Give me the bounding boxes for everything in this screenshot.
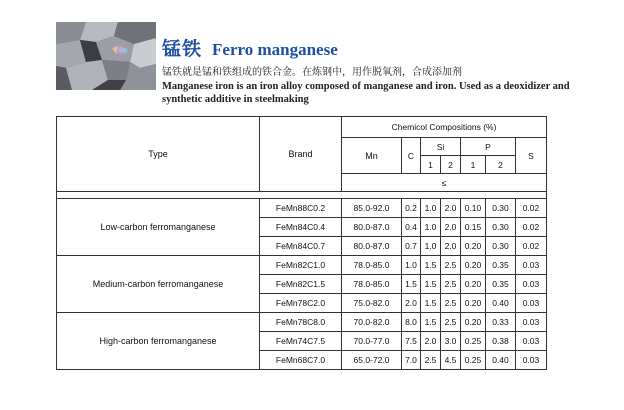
cell-c: 0.2 [402, 199, 421, 218]
cell-s: 0.02 [516, 237, 547, 256]
cell-mn: 70.0-77.0 [342, 332, 402, 351]
cell-p1: 0.20 [461, 275, 486, 294]
title-chinese: 锰铁 [162, 38, 203, 60]
cell-si2: 2.5 [441, 313, 461, 332]
title-row [162, 34, 338, 61]
cell-s: 0.02 [516, 218, 547, 237]
cell-p1: 0.20 [461, 237, 486, 256]
table-row [57, 313, 547, 332]
header-p-2: 2 [486, 156, 516, 174]
cell-p1: 0.25 [461, 332, 486, 351]
cell-brand: FeMn84C0.7 [260, 237, 342, 256]
table-row [57, 256, 547, 275]
ferromanganese-photo [56, 22, 156, 90]
cell-p1: 0.15 [461, 218, 486, 237]
cell-si1: 2.0 [421, 332, 441, 351]
cell-si2: 3.0 [441, 332, 461, 351]
cell-si2: 2.5 [441, 275, 461, 294]
cell-s: 0.03 [516, 351, 547, 370]
description-english: Manganese iron is an iron alloy composed of manganese and iron. Used as a deoxidizer and synthetic additive in steelmaking [162, 81, 570, 105]
table-row [57, 199, 547, 218]
cell-p2: 0.33 [486, 313, 516, 332]
type-medium-carbon: Medium-carbon ferromanganese [57, 256, 260, 313]
cell-brand: FeMn84C0.4 [260, 218, 342, 237]
cell-brand: FeMn78C2.0 [260, 294, 342, 313]
cell-brand: FeMn74C7.5 [260, 332, 342, 351]
cell-brand: FeMn68C7.0 [260, 351, 342, 370]
header-type: Type [57, 117, 260, 192]
cell-p2: 0.35 [486, 256, 516, 275]
cell-si2: 2.5 [441, 294, 461, 313]
cell-mn: 78.0-85.0 [342, 275, 402, 294]
cell-s: 0.03 [516, 275, 547, 294]
cell-si2: 2.0 [441, 218, 461, 237]
title-english: Ferro manganese [212, 40, 338, 59]
cell-p2: 0.40 [486, 351, 516, 370]
cell-p1: 0.25 [461, 351, 486, 370]
cell-si1: 1.5 [421, 294, 441, 313]
header-s: S [516, 138, 547, 174]
cell-p1: 0.10 [461, 199, 486, 218]
cell-s: 0.02 [516, 199, 547, 218]
cell-si1: 1.5 [421, 256, 441, 275]
cell-brand: FeMn78C8.0 [260, 313, 342, 332]
cell-si2: 2.0 [441, 237, 461, 256]
cell-si1: 1.5 [421, 313, 441, 332]
cell-si1: 1.0 [421, 199, 441, 218]
cell-c: 8.0 [402, 313, 421, 332]
cell-s: 0.03 [516, 294, 547, 313]
description-chinese: 锰铁就是锰和铁组成的铁合金。在炼钢中，用作脱氧剂，合成添加剂 [162, 67, 462, 78]
cell-si2: 4.5 [441, 351, 461, 370]
cell-p1: 0.20 [461, 256, 486, 275]
type-low-carbon: Low-carbon ferromanganese [57, 199, 260, 256]
cell-p1: 0.20 [461, 313, 486, 332]
cell-p2: 0.30 [486, 237, 516, 256]
cell-s: 0.03 [516, 256, 547, 275]
cell-mn: 65.0-72.0 [342, 351, 402, 370]
cell-p2: 0.35 [486, 275, 516, 294]
header-p: P [461, 138, 516, 156]
header-si-1: 1 [421, 156, 441, 174]
cell-c: 1.0 [402, 256, 421, 275]
header-c: C [402, 138, 421, 174]
ore-image [56, 22, 156, 90]
cell-mn: 85.0-92.0 [342, 199, 402, 218]
cell-p1: 0.20 [461, 294, 486, 313]
cell-s: 0.03 [516, 313, 547, 332]
cell-mn: 70.0-82.0 [342, 313, 402, 332]
cell-mn: 80.0-87.0 [342, 218, 402, 237]
cell-c: 0.4 [402, 218, 421, 237]
cell-si1: 1.5 [421, 275, 441, 294]
spacer-row [57, 192, 547, 199]
cell-mn: 75.0-82.0 [342, 294, 402, 313]
header-max-symbol: ≤ [342, 174, 547, 192]
cell-p2: 0.30 [486, 218, 516, 237]
cell-brand: FeMn88C0.2 [260, 199, 342, 218]
header-brand: Brand [260, 117, 342, 192]
cell-si2: 2.0 [441, 199, 461, 218]
type-high-carbon: High-carbon ferromanganese [57, 313, 260, 370]
cell-p2: 0.38 [486, 332, 516, 351]
header-si: Si [421, 138, 461, 156]
cell-si2: 2.5 [441, 256, 461, 275]
cell-brand: FeMn82C1.5 [260, 275, 342, 294]
header-p-1: 1 [461, 156, 486, 174]
cell-mn: 80.0-87.0 [342, 237, 402, 256]
cell-p2: 0.40 [486, 294, 516, 313]
composition-table [56, 116, 547, 370]
header-mn: Mn [342, 138, 402, 174]
header-chemical-compositions: Chemicol Compositions (%) [342, 117, 547, 138]
cell-si1: 2.5 [421, 351, 441, 370]
cell-c: 0.7 [402, 237, 421, 256]
header-si-2: 2 [441, 156, 461, 174]
cell-mn: 78.0-85.0 [342, 256, 402, 275]
cell-p2: 0.30 [486, 199, 516, 218]
cell-c: 7.5 [402, 332, 421, 351]
cell-c: 7.0 [402, 351, 421, 370]
cell-s: 0.03 [516, 332, 547, 351]
cell-si1: 1.0 [421, 218, 441, 237]
cell-brand: FeMn82C1.0 [260, 256, 342, 275]
cell-si1: 1.0 [421, 237, 441, 256]
cell-c: 2.0 [402, 294, 421, 313]
cell-c: 1.5 [402, 275, 421, 294]
